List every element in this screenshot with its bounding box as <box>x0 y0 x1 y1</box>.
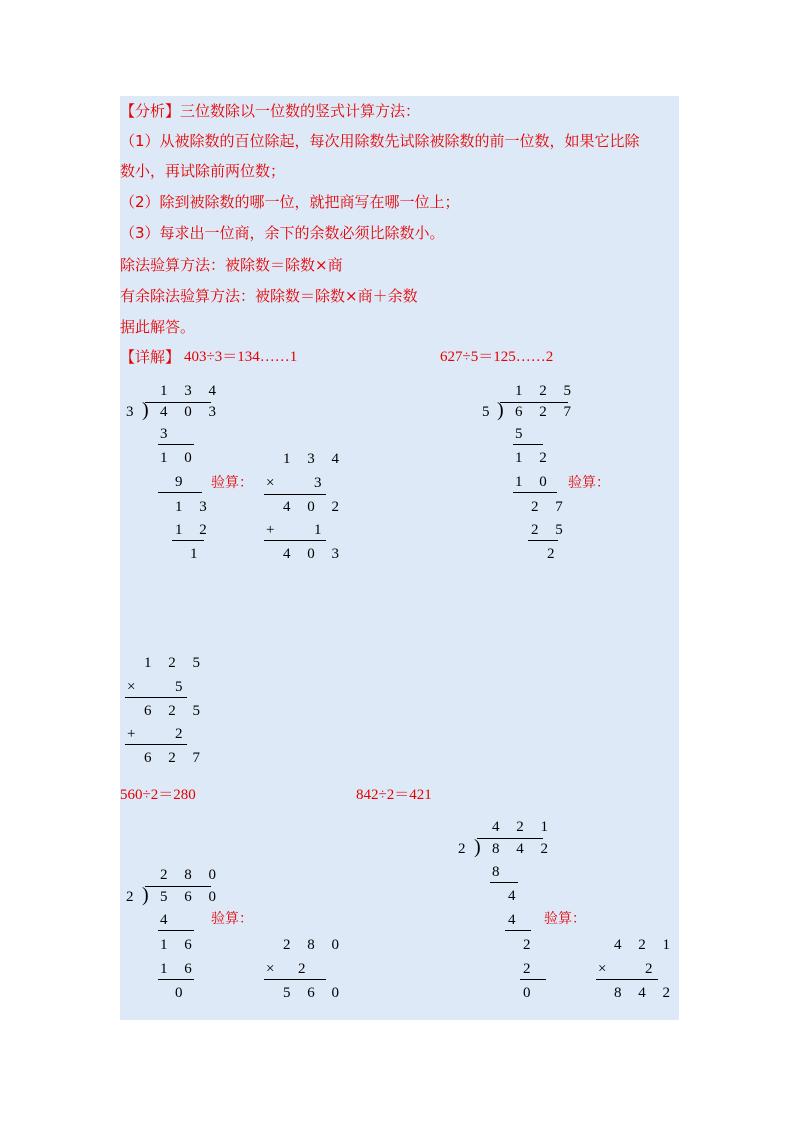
verify-line <box>125 744 187 745</box>
verify-line <box>264 494 326 495</box>
step-remainder-1: 1 2 <box>515 450 554 466</box>
verify-times-sign: × <box>127 679 142 695</box>
verify-product: 6 2 5 <box>144 703 207 719</box>
step-product-1: 8 <box>492 864 506 880</box>
quotient: 2 8 0 <box>160 867 223 883</box>
division-bar <box>477 838 543 839</box>
quotient: 4 2 1 <box>492 819 555 835</box>
verify-result: 4 0 3 <box>283 546 346 562</box>
dividend: 8 4 2 <box>492 841 555 857</box>
step-product-2: 1 6 <box>160 961 199 977</box>
check-rule-2: 有余除法验算方法：被除数＝除数×商＋余数 <box>120 287 418 305</box>
step-remainder-2: 1 3 <box>175 499 214 515</box>
step-line <box>172 540 204 541</box>
division-bracket: ) <box>142 399 149 421</box>
quotient: 1 2 5 <box>515 383 578 399</box>
equation-3: 560÷2＝280 <box>120 787 196 803</box>
rule-1-line-b: 数小，再试除前两位数； <box>120 162 286 180</box>
verify-result: 5 6 0 <box>283 985 346 1001</box>
divisor: 3 <box>126 404 140 420</box>
verify-multiplier: 2 <box>645 961 659 977</box>
step-product-2: 9 <box>175 474 189 490</box>
step-remainder-1: 1 0 <box>160 450 199 466</box>
step-line <box>158 492 202 493</box>
step-product-1: 3 <box>160 426 174 442</box>
step-line <box>520 979 546 980</box>
step-line <box>490 882 518 883</box>
verify-multiplier: 2 <box>298 961 312 977</box>
verify-multiplier: 5 <box>175 679 189 695</box>
final-remainder: 2 <box>547 546 561 562</box>
rule-1-line-a: （1）从被除数的百位除起，每次用除数先试除被除数的前一位数，如果它比除 <box>120 132 640 150</box>
divisor: 2 <box>126 889 140 905</box>
check-label: 验算： <box>568 475 610 491</box>
check-label: 验算： <box>544 911 586 927</box>
divisor: 5 <box>482 404 496 420</box>
verify-multiplicand: 1 2 5 <box>144 655 207 671</box>
step-line <box>158 444 194 445</box>
division-bar <box>145 886 211 887</box>
verify-plus-sign: + <box>266 522 281 538</box>
verify-line <box>264 540 326 541</box>
verify-times-sign: × <box>266 961 281 977</box>
final-remainder: 0 <box>523 985 537 1001</box>
final-remainder: 0 <box>175 985 189 1001</box>
verify-multiplicand: 1 3 4 <box>283 451 346 467</box>
step-product-2: 1 0 <box>515 474 554 490</box>
step-product-1: 4 <box>160 912 174 928</box>
equation-2: 627÷5＝125……2 <box>440 349 554 365</box>
verify-line <box>264 979 326 980</box>
step-remainder-2: 2 <box>523 937 537 953</box>
verify-plus-sign: + <box>127 726 142 742</box>
step-remainder-1: 1 6 <box>160 937 199 953</box>
conclusion: 据此解答。 <box>120 318 196 336</box>
verify-result: 6 2 7 <box>144 750 207 766</box>
step-product-3: 2 <box>523 961 537 977</box>
verify-times-sign: × <box>598 961 613 977</box>
verify-multiplier: 3 <box>314 475 328 491</box>
verify-product: 4 0 2 <box>283 499 346 515</box>
verify-result: 8 4 2 <box>614 985 677 1001</box>
equation-4: 842÷2＝421 <box>356 787 432 803</box>
division-bracket: ) <box>497 399 504 421</box>
verify-multiplicand: 4 2 1 <box>614 937 677 953</box>
final-remainder: 1 <box>190 546 204 562</box>
division-bracket: ) <box>142 884 149 906</box>
division-bar <box>145 402 211 403</box>
divisor: 2 <box>458 841 472 857</box>
step-line <box>158 930 194 931</box>
dividend: 4 0 3 <box>160 404 223 420</box>
rule-2: （2）除到被除数的哪一位，就把商写在哪一位上； <box>120 193 460 211</box>
check-label: 验算： <box>211 475 253 491</box>
step-line <box>513 444 543 445</box>
step-remainder-2: 2 7 <box>531 499 570 515</box>
step-product-3: 1 2 <box>175 522 214 538</box>
step-line <box>158 979 194 980</box>
quotient: 1 3 4 <box>160 383 223 399</box>
analysis-heading: 【分析】三位数除以一位数的竖式计算方法： <box>120 102 421 120</box>
step-product-2: 4 <box>508 912 522 928</box>
verify-line <box>125 697 187 698</box>
rule-3: （3）每求出一位商，余下的余数必须比除数小。 <box>120 224 445 242</box>
step-product-3: 2 5 <box>531 522 570 538</box>
dividend: 5 6 0 <box>160 889 223 905</box>
dividend: 6 2 7 <box>515 404 578 420</box>
equation-1: 403÷3＝134……1 <box>184 349 298 365</box>
verify-times-sign: × <box>266 475 281 491</box>
detail-label: 【详解】 <box>120 348 181 366</box>
check-label: 验算： <box>211 911 253 927</box>
division-bar <box>500 402 568 403</box>
verify-remainder: 2 <box>175 726 189 742</box>
verify-multiplicand: 2 8 0 <box>283 937 346 953</box>
step-remainder-1: 4 <box>508 888 522 904</box>
check-rule-1: 除法验算方法：被除数＝除数×商 <box>120 256 343 274</box>
step-line <box>505 930 531 931</box>
division-bracket: ) <box>474 836 481 858</box>
step-product-1: 5 <box>515 426 529 442</box>
step-line <box>528 540 558 541</box>
verify-remainder: 1 <box>314 522 328 538</box>
verify-line <box>596 979 658 980</box>
step-line <box>513 492 557 493</box>
